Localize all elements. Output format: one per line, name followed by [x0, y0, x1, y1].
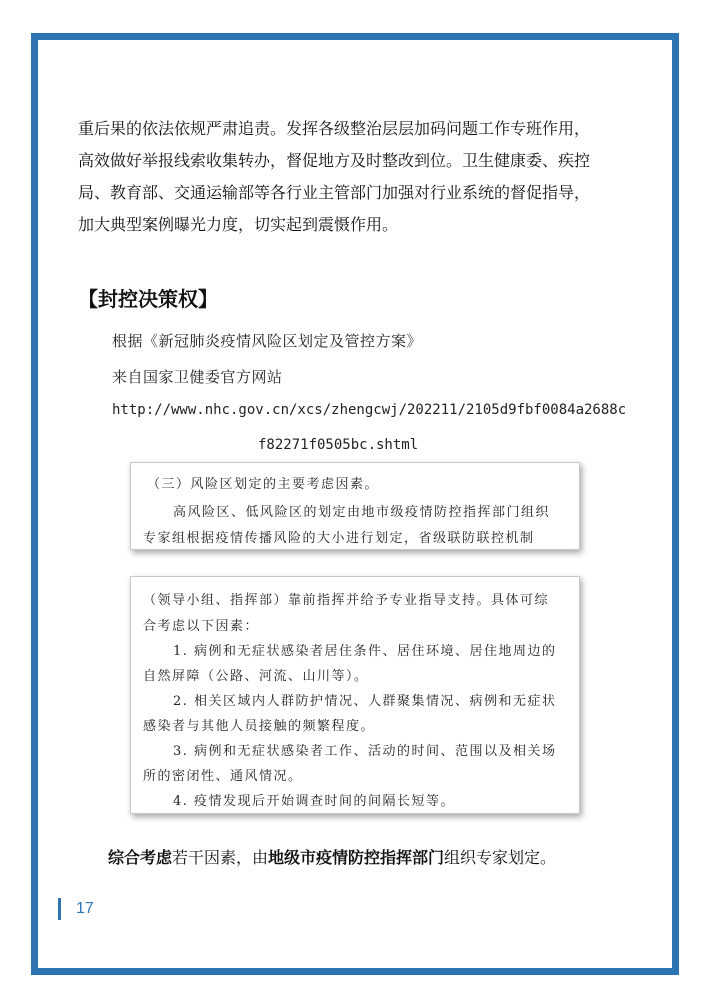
body-paragraph — [78, 113, 638, 241]
excerpt-line: 专家组根据疫情传播风险的大小进行划定，省级联防联控机制 — [143, 531, 535, 546]
page-number: 17 — [76, 900, 94, 917]
excerpt-line: 2. 相关区域内人群防护情况、人群聚集情况、病例和无症状 — [173, 694, 557, 709]
excerpt-line: 高风险区、低风险区的划定由地市级疫情防控指挥部门组织 — [173, 505, 551, 520]
excerpt-line: 4. 疫情发现后开始调查时间的间隔长短等。 — [173, 794, 456, 809]
body-line: 高效做好举报线索收集转办，督促地方及时整改到位。卫生健康委、疾控 — [78, 151, 591, 170]
excerpt-box-2 — [130, 576, 580, 814]
source-origin: 来自国家卫健委官方网站 — [112, 368, 283, 386]
excerpt-line: 所的密闭性、通风情况。 — [143, 769, 303, 784]
source-url-line2[interactable]: f82271f0505bc.shtml — [258, 437, 419, 453]
conclusion-text: 组织专家划定。 — [444, 848, 557, 867]
body-line: 加大典型案例曝光力度，切实起到震慑作用。 — [78, 215, 399, 234]
conclusion-bold: 综合考虑 — [108, 848, 173, 867]
excerpt-line: （三）风险区划定的主要考虑因素。 — [147, 477, 380, 492]
excerpt-line: 自然屏障（公路、河流、山川等）。 — [143, 669, 369, 684]
excerpt-line: 1. 病例和无症状感染者居住条件、居住环境、居住地周边的 — [173, 644, 557, 659]
excerpt-line: 感染者与其他人员接触的频繁程度。 — [143, 719, 376, 734]
source-url-line1[interactable]: http://www.nhc.gov.cn/xcs/zhengcwj/202211/2105d9fbf0084a2688c — [112, 402, 627, 418]
body-line: 局、教育部、交通运输部等各行业主管部门加强对行业系统的督促指导， — [78, 183, 591, 202]
section-heading: 【封控决策权】 — [78, 287, 218, 311]
source-title: 根据《新冠肺炎疫情风险区划定及管控方案》 — [112, 332, 423, 350]
excerpt-line: （领导小组、指挥部）靠前指挥并给予专业指导支持。具体可综 — [143, 593, 550, 608]
excerpt-box-1 — [130, 462, 580, 550]
body-line: 重后果的依法依规严肃追责。发挥各级整治层层加码问题工作专班作用， — [78, 119, 591, 138]
excerpt-line: 合考虑以下因素： — [143, 619, 260, 634]
conclusion-text: 若干因素，由 — [172, 848, 269, 867]
conclusion-sentence — [108, 845, 556, 868]
page-number-bar — [58, 898, 61, 920]
conclusion-bold: 地级市疫情防控指挥部门 — [268, 848, 445, 867]
excerpt-line: 3. 病例和无症状感染者工作、活动的时间、范围以及相关场 — [173, 744, 557, 759]
